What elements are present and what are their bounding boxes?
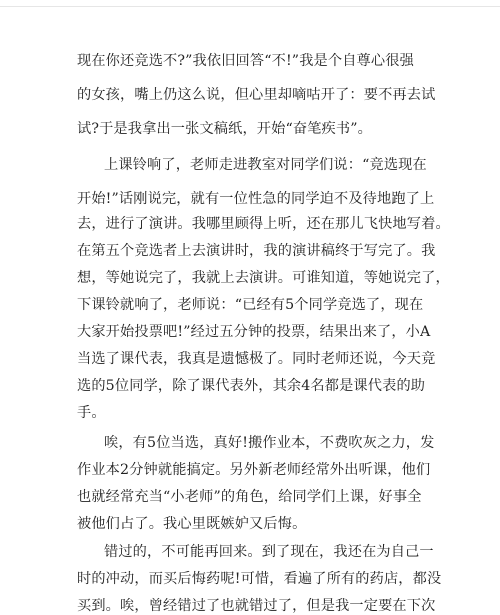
text-line: 试?于是我拿出一张文稿纸，开始“奋笔疾书”。 (77, 121, 372, 137)
text-line: 选的5位同学，除了课代表外，其余4名都是课代表的助 (77, 378, 426, 394)
paragraph-start-line: 唉，有5位当选，真好!搬作业本，不费吹灰之力，发 (104, 435, 435, 451)
text-line: 大家开始投票吧!”经过五分钟的投票，结果出来了，小A (77, 324, 431, 340)
text-line: 买到。唉，曾经错过了也就错过了，但是我一定要在下次 (77, 598, 436, 614)
text-line: 开始!”话刚说完，就有一位性急的同学迫不及待地跑了上 (77, 191, 435, 207)
text-line: 当选了课代表，我真是遗憾极了。同时老师还说，今天竞 (77, 351, 436, 367)
text-line: 现在你还竞选不?”我依旧回答“不!”我是个自尊心很强 (77, 53, 414, 69)
text-line: 时的冲动，而买后悔药呢!可惜，看遍了所有的药店，都没 (77, 571, 442, 587)
text-line: 也就经常充当“小老师”的角色，给同学们上课，好事全 (77, 489, 422, 505)
text-line: 的女孩，嘴上仍这么说，但心里却嘀咕开了：要不再去试 (77, 87, 436, 103)
text-line: 在第五个竞选者上去演讲时，我的演讲稿终于写完了。我 (77, 243, 436, 259)
text-line: 想，等她说完了，我就上去演讲。可谁知道，等她说完了， (77, 270, 450, 286)
paragraph-start-line: 上课铃响了，老师走进教室对同学们说：“竞选现在 (104, 157, 427, 173)
text-line: 被他们占了。我心里既嫉妒又后悔。 (77, 516, 307, 532)
text-line: 作业本2分钟就能搞定。另外新老师经常外出听课，他们 (77, 462, 431, 478)
paragraph-start-line: 错过的，不可能再回来。到了现在，我还在为自己一 (104, 544, 434, 560)
text-line: 下课铃就响了，老师说：“已经有5个同学竞选了，现在 (77, 297, 424, 313)
text-line: 手。 (77, 405, 106, 421)
text-line: 去，进行了演讲。我哪里顾得上听，还在那儿飞快地写着。 (77, 216, 450, 232)
top-divider (0, 6, 500, 7)
